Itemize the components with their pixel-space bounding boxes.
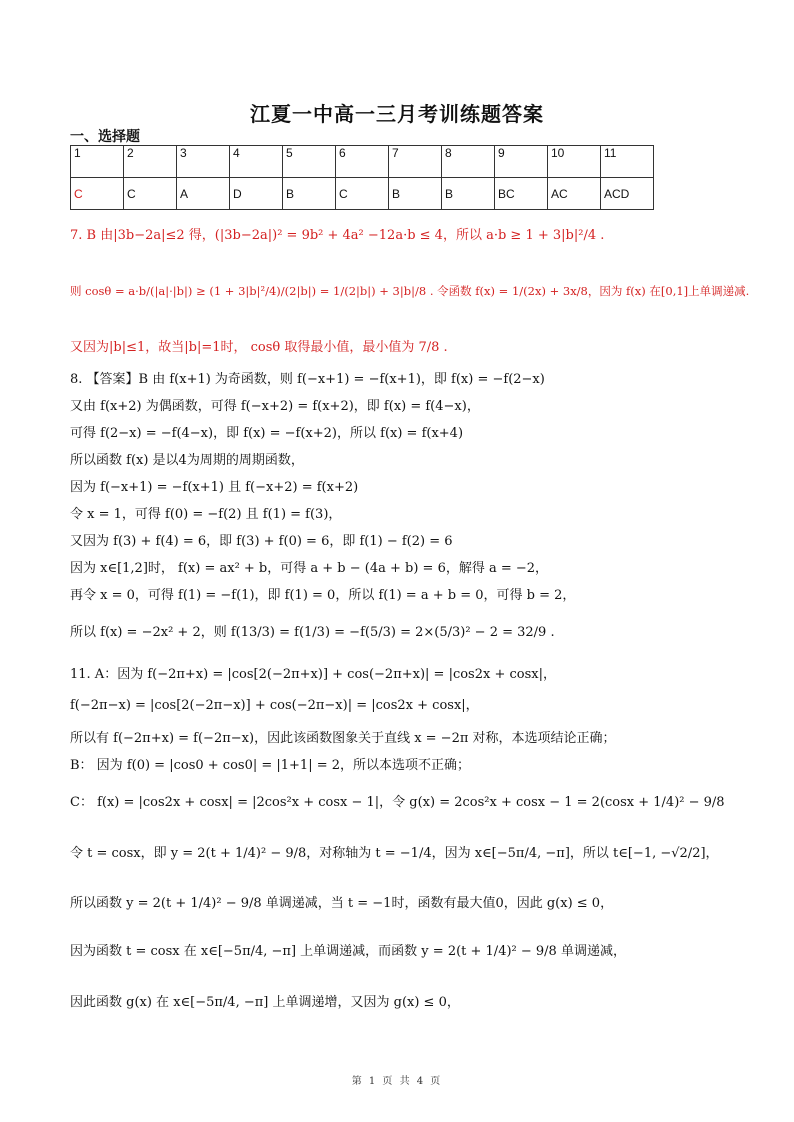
solution-line-q11-6: 令 t = cosx，即 y = 2(t + 1/4)² − 9/8，对称轴为 t = −1/4，因为 x∈[−5π/4, −π]，所以 t∈[−1, −√2/2]， xyxy=(70,846,719,861)
answer-cell: C xyxy=(71,178,124,210)
solution-line-q8-8: 因为 x∈[1,2]时， f(x) = ax² + b，可得 a + b − (4a + b) = 6，解得 a = −2， xyxy=(70,561,549,576)
question-number: 2 xyxy=(124,146,177,178)
question-number: 9 xyxy=(495,146,548,178)
question-number: 4 xyxy=(230,146,283,178)
answer-cell: BC xyxy=(495,178,548,210)
solution-line-q8-1: 8. 【答案】B 由 f(x+1) 为奇函数，则 f(−x+1) = −f(x+1)，即 f(x) = −f(2−x) xyxy=(70,372,545,387)
answer-cell: C xyxy=(336,178,389,210)
solution-line-q7-1: 7. B 由|3b−2a|≤2 得，(|3b−2a|)² = 9b² + 4a² −12a·b ≤ 4，所以 a·b ≥ 1 + 3|b|²/4 . xyxy=(70,228,605,243)
answer-cell: B xyxy=(389,178,442,210)
solution-line-q8-3: 可得 f(2−x) = −f(4−x)，即 f(x) = −f(x+2)，所以 f(x) = f(x+4) xyxy=(70,426,464,441)
question-number: 5 xyxy=(283,146,336,178)
answer-cell: D xyxy=(230,178,283,210)
question-number: 3 xyxy=(177,146,230,178)
solution-line-q11-3: 所以有 f(−2π+x) = f(−2π−x)，因此该函数图象关于直线 x = −2π 对称，本选项结论正确； xyxy=(70,731,616,746)
answer-cell: B xyxy=(442,178,495,210)
answer-row xyxy=(71,178,654,210)
page-footer: 第 1 页 共 4 页 xyxy=(351,1076,443,1087)
answer-cell: C xyxy=(124,178,177,210)
solution-line-q8-10: 所以 f(x) = −2x² + 2，则 f(13/3) = f(1/3) = −f(5/3) = 2×(5/3)² − 2 = 32/9 . xyxy=(70,625,555,640)
answer-table xyxy=(70,145,654,210)
solution-line-q11-7: 所以函数 y = 2(t + 1/4)² − 9/8 单调递减，当 t = −1时，函数有最大值0，因此 g(x) ≤ 0， xyxy=(70,896,614,911)
solution-line-q8-4: 所以函数 f(x) 是以4为周期的周期函数， xyxy=(70,453,304,468)
question-number: 10 xyxy=(548,146,601,178)
solution-line-q7-2: 则 cosθ = a·b/(|a|·|b|) ≥ (1 + 3|b|²/4)/(2|b|) = 1/(2|b|) + 3|b|/8 . 令函数 f(x) = 1/(2x) + 3x/8，因为 f(x) 在[0,1]上单调递减. xyxy=(70,284,750,298)
question-number-row xyxy=(71,146,654,178)
answer-cell: AC xyxy=(548,178,601,210)
solution-line-q11-2: f(−2π−x) = |cos[2(−2π−x)] + cos(−2π−x)| = |cos2x + cosx|， xyxy=(70,698,479,713)
solution-line-q8-7: 又因为 f(3) + f(4) = 6，即 f(3) + f(0) = 6，即 f(1) − f(2) = 6 xyxy=(70,534,453,549)
solution-line-q11-8: 因为函数 t = cosx 在 x∈[−5π/4, −π] 上单调递减，而函数 y = 2(t + 1/4)² − 9/8 单调递减， xyxy=(70,944,626,959)
solution-line-q11-4: B： 因为 f(0) = |cos0 + cos0| = |1+1| = 2，所以本选项不正确； xyxy=(70,758,470,773)
answer-cell: B xyxy=(283,178,336,210)
question-number: 6 xyxy=(336,146,389,178)
page-title: 江夏一中高一三月考训练题答案 xyxy=(250,102,544,126)
answer-cell: A xyxy=(177,178,230,210)
solution-line-q8-9: 再令 x = 0，可得 f(1) = −f(1)，即 f(1) = 0，所以 f(1) = a + b = 0，可得 b = 2， xyxy=(70,588,576,603)
solution-line-q8-5: 因为 f(−x+1) = −f(x+1) 且 f(−x+2) = f(x+2) xyxy=(70,480,359,495)
solution-line-q11-1: 11. A：因为 f(−2π+x) = |cos[2(−2π+x)] + cos(−2π+x)| = |cos2x + cosx|， xyxy=(70,667,556,682)
solution-line-q8-2: 又由 f(x+2) 为偶函数，可得 f(−x+2) = f(x+2)，即 f(x) = f(4−x)， xyxy=(70,399,480,414)
solution-line-q11-5: C： f(x) = |cos2x + cosx| = |2cos²x + cosx − 1|，令 g(x) = 2cos²x + cosx − 1 = 2(cosx + 1/4)² − 9/8 xyxy=(70,795,725,810)
question-number: 7 xyxy=(389,146,442,178)
question-number: 11 xyxy=(601,146,654,178)
section-heading: 一、选择题 xyxy=(70,129,140,145)
solution-line-q7-3: 又因为|b|≤1，故当|b|=1时， cosθ 取得最小值，最小值为 7/8 . xyxy=(70,340,448,355)
question-number: 8 xyxy=(442,146,495,178)
question-number: 1 xyxy=(71,146,124,178)
solution-line-q11-9: 因此函数 g(x) 在 x∈[−5π/4, −π] 上单调递增，又因为 g(x) ≤ 0， xyxy=(70,995,460,1010)
solution-line-q8-6: 令 x = 1，可得 f(0) = −f(2) 且 f(1) = f(3)， xyxy=(70,507,342,522)
answer-cell: ACD xyxy=(601,178,654,210)
